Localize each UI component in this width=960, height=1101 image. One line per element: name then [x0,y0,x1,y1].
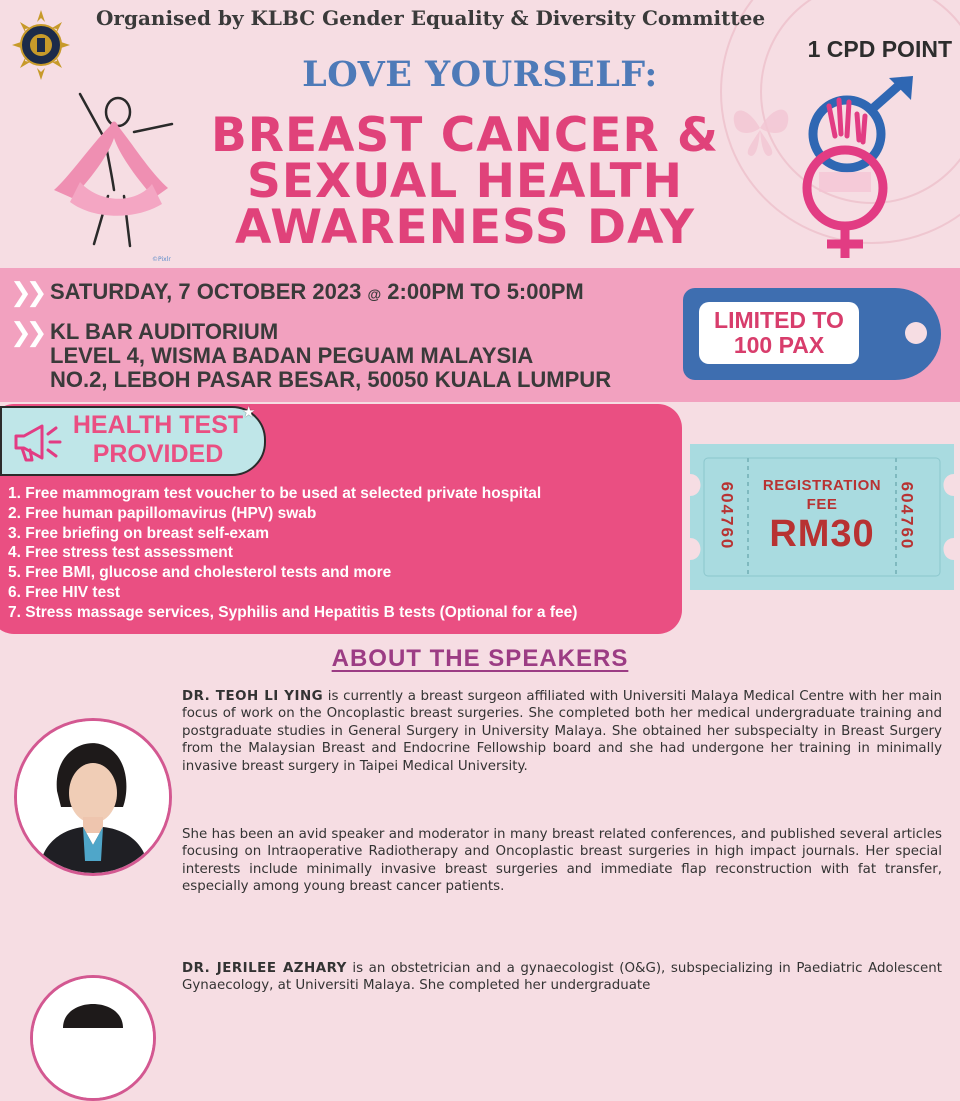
ticket-serial-right: 604760 [897,481,917,551]
event-time: 2:00PM TO 5:00PM [387,279,584,304]
health-tests-list [8,484,577,623]
speaker-1-name: DR. TEOH LI YING [182,689,324,704]
chevron-double-icon: ❯❯ [10,318,42,348]
capacity-line-2: 100 PAX [733,332,825,358]
chevron-double-icon: ❯❯ [10,278,42,308]
image-credit: ©Pixlr [152,256,171,263]
speaker-2-photo [30,975,156,1101]
tag-hole [905,322,927,344]
speaker-1-photo [14,718,172,876]
venue-line-2: LEVEL 4, WISMA BADAN PEGUAM MALAYSIA [50,343,534,368]
venue-row [10,320,611,392]
ticket-label-line-1: REGISTRATION [762,477,882,494]
capacity-tag [683,288,941,380]
list-item: 6. Free HIV test [8,583,120,601]
event-date: SATURDAY, 7 OCTOBER 2023 [50,279,362,304]
registration-ticket [690,444,954,590]
list-item: 5. Free BMI, glucose and cholesterol tests and more [8,564,392,582]
event-title-line-1: BREAST CANCER & [210,108,720,163]
venue-address [50,320,611,392]
organiser-text: Organised by KLBC Gender Equality & Diversity Committee [96,6,766,30]
list-item: 2. Free human papillomavirus (HPV) swab [8,504,317,522]
speaker-2-bio [182,960,942,995]
capacity-line-1: LIMITED TO [714,307,844,333]
speakers-heading-text: ABOUT THE SPEAKERS [331,645,629,672]
speaker-portrait [17,721,169,873]
health-test-title-line-2: PROVIDED [92,440,224,468]
ticket-serial-left: 604760 [717,481,737,551]
venue-line-3: NO.2, LEBOH PASAR BESAR, 50050 KUALA LUMPUR [50,367,612,392]
date-time [50,280,584,306]
event-title-line-3: AWARENESS DAY [235,200,695,255]
date-row [10,280,584,306]
megaphone-icon [8,418,64,464]
capacity-label [699,302,859,364]
at-symbol: @ [367,286,382,302]
speaker-portrait [33,978,153,1098]
venue-line-1: KL BAR AUDITORIUM [50,319,279,344]
health-test-title [68,411,248,469]
registration-fee: RM30 [769,513,875,555]
speaker-2-paragraph-1: is an obstetrician and a gynaecologist (O&G), subspecializing in Paediatric Adolescent Gynaecology, at Universiti Malaya. She completed her undergraduate [182,961,942,994]
speaker-1-paragraph-2: She has been an avid speaker and moderator in many breast related conferences, and published several articles focusing on Intraoperative Radiotherapy and Oncoplastic breast surgeries in high impact journals. Her special interests include minimally invasive breast surgeries and immediate flap reconstruction with fat transfer, especially among young breast cancer patients. [182,827,942,895]
list-item: 7. Stress massage services, Syphilis and Hepatitis B tests (Optional for a fee) [8,603,578,621]
event-title-line-2: SEXUAL HEALTH [247,154,683,209]
list-item: 4. Free stress test assessment [8,544,233,562]
speaker-1-bio [182,688,942,775]
tagline: LOVE YOURSELF: [302,54,658,95]
health-test-title-line-1: HEALTH TEST [72,411,244,439]
list-item: 1. Free mammogram test voucher to be used at selected private hospital [8,485,542,502]
gender-symbol-icon [785,76,925,266]
health-test-heading [0,406,266,476]
ticket-label [752,476,892,514]
speaker-1-bio-more [182,826,942,896]
speaker-2-name: DR. JERILEE AZHARY [182,961,347,976]
cpd-badge: 1 CPD POINT [807,36,952,62]
speakers-heading [0,645,960,673]
list-item: 3. Free briefing on breast self-exam [8,524,270,542]
star-icon: ★ [242,403,256,421]
speaker-1-paragraph-1: is currently a breast surgeon affiliated with Universiti Malaya Medical Centre with her main focus of work on the Oncoplastic breast surgeries. She completed both her medical undergraduate training and postgraduate studies in General Surgery in University Malaya. She obtained her subspecialty in Breast Surgery from the Malaysian Breast and Endocrine Fellowship board and she had undergone her training in minimally invasive breast surgery in Taipei Medical University. [182,689,942,774]
ticket-label-line-2: FEE [806,496,838,513]
